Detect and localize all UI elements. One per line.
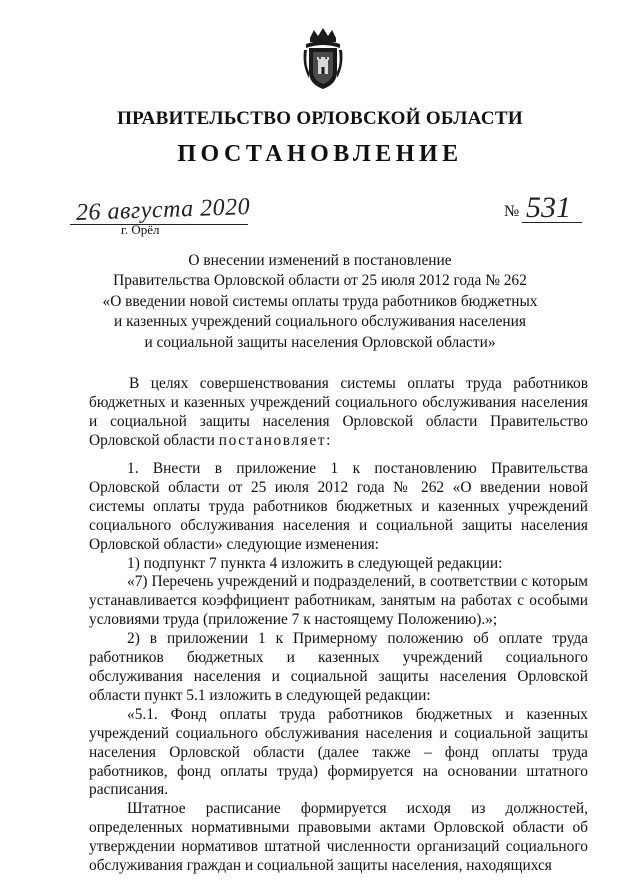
subject-line: и социальной защиты населения Орловской области» bbox=[144, 333, 496, 351]
body-paragraph: 2) в приложении 1 к Примерному положению об оплате труда работников бюджетных и казенных учреждений социального обслуживания населения и социальной защиты населения Орловской области пункт 5.1 изложить в следующей редакции: bbox=[89, 630, 588, 704]
body-paragraph: «5.1. Фонд оплаты труда работников бюджетных и казенных учреждений социального обслуживания населения и социальной защиты населения Орловской области (далее также – фонд оплаты труда работников, фонд оплаты труда) формируется на основании штатного расписания. bbox=[89, 705, 588, 799]
subject-line: и казенных учреждений социального обслуживания населения bbox=[114, 313, 526, 331]
subject-line: Правительства Орловской области от 25 июля 2012 года № 262 bbox=[113, 272, 527, 290]
body-paragraph: 1. Внести в приложение 1 к постановлению Правительства Орловской области от 25 июля 2012 года № 262 «О введении новой системы оплаты труда работников бюджетных и казенных учреждений социального обслуживания населения и социальной защиты населения Орловской области» следующие изменения: bbox=[89, 460, 588, 553]
coat-of-arms-emblem bbox=[300, 26, 346, 92]
subject-line: «О введении новой системы оплаты труда работников бюджетных bbox=[102, 292, 538, 310]
number-underline bbox=[522, 222, 582, 223]
document-subject bbox=[0, 251, 640, 353]
handwritten-number: 531 bbox=[526, 191, 571, 224]
body-block bbox=[89, 460, 588, 876]
city-label: г. Орёл bbox=[121, 222, 160, 237]
document-type-title: ПОСТАНОВЛЕНИЕ bbox=[177, 141, 463, 167]
subject-line: О внесении изменений в постановление bbox=[188, 252, 452, 269]
organization-title: ПРАВИТЕЛЬСТВО ОРЛОВСКОЙ ОБЛАСТИ bbox=[117, 108, 523, 129]
body-paragraph: «7) Перечень учреждений и подразделений, в соответствии с которым устанавливается коэффициент работникам, занятым на работах с особыми условиями труда (приложение 7 к настоящему Положению).»; bbox=[89, 573, 588, 629]
body-paragraph: 1) подпункт 7 пункта 4 изложить в следующей редакции: bbox=[127, 554, 503, 572]
resolves-word: постановляет: bbox=[218, 431, 333, 449]
body-paragraph: Штатное расписание формируется исходя из должностей, определенных нормативными правовыми актами Орловской области об утверждении нормативов штатной численности организаций социального обслуживания граждан и социальной защиты населения, находящихся bbox=[89, 800, 588, 875]
preamble-text: В целях совершенствования системы оплаты труда работников бюджетных и казенных учреждений социального обслуживания населения и социальной защиты населения Орловской области Правительство Орловской области bbox=[89, 375, 588, 449]
preamble-paragraph bbox=[89, 375, 588, 451]
handwritten-date: 26 августа 2020 bbox=[75, 193, 251, 227]
preamble-block bbox=[89, 375, 588, 451]
number-label: № bbox=[504, 203, 520, 220]
